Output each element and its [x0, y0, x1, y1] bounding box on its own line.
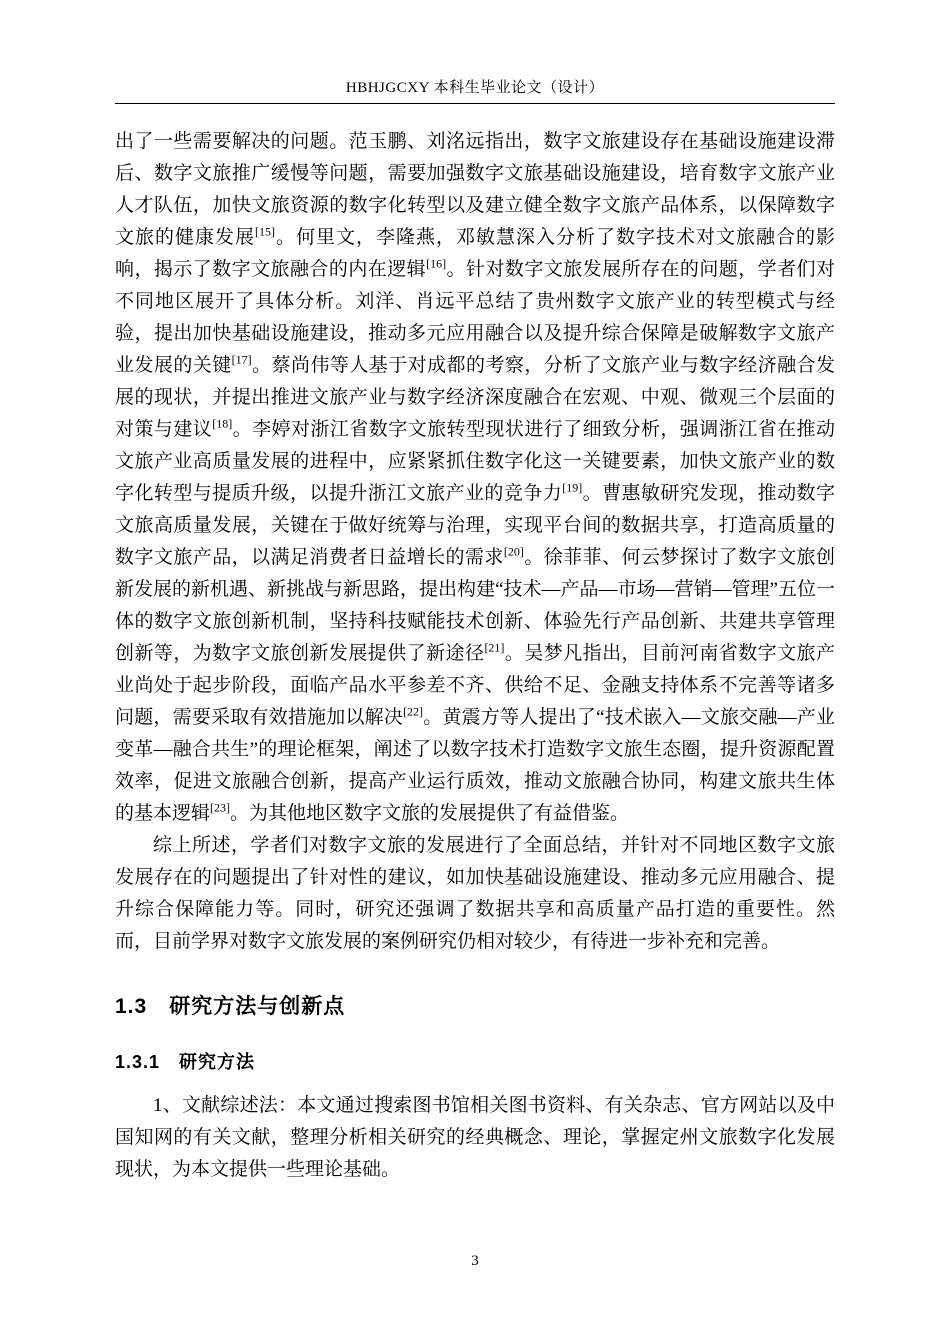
section-heading-research-methods-and-innovations: 1.3 研究方法与创新点 — [115, 995, 346, 1018]
citation-ref: [21] — [484, 640, 505, 655]
text-run: 。曹惠敏研究发现，推动数字文旅高质量发展，关键在于做好统筹与治理，实现平台间的数据共享，打造高质量的数字文旅产品，以满足消费者日益增长的需求 — [115, 483, 835, 568]
citation-ref: [23] — [210, 800, 231, 815]
citation-ref: [20] — [503, 544, 524, 559]
page-number: 3 — [471, 1253, 479, 1269]
citation-ref: [17] — [231, 352, 252, 367]
subsection-heading-research-methods: 1.3.1 研究方法 — [115, 1052, 256, 1072]
paragraph-summary — [115, 830, 835, 958]
text-run: 综上所述，学者们对数字文旅的发展进行了全面总结，并针对不同地区数字文旅发展存在的问题提出了针对性的建议，如加快基础设施建设、推动多元应用融合、提升综合保障能力等。同时，研究还强调了数据共享和高质量产品打造的重要性。然而，目前学界对数字文旅发展的案例研究仍相对较少，有待进一步补充和完善。 — [115, 835, 835, 952]
text-run: 。黄震方等人提出了“技术嵌入—文旅交融—产业变革—融合共生”的理论框架，阐述了以数字技术打造数字文旅生态圈，提升资源配置效率，促进文旅融合创新，提高产业运行质效，推动文旅融合协同，构建文旅共生体的基本逻辑 — [115, 707, 835, 824]
citation-ref: [15] — [255, 224, 275, 239]
citation-ref: [16] — [426, 256, 447, 271]
page-footer — [0, 1253, 950, 1270]
text-run: 。李婷对浙江省数字文旅转型现状进行了细致分析，强调浙江省在推动文旅产业高质量发展的进程中，应紧紧抓住数字化这一关键要素，加快文旅产业的数字化转型与提质升级，以提升浙江文旅产业的竞争力 — [115, 419, 835, 504]
paragraph-literature-method — [115, 1090, 835, 1186]
text-run: 。为其他地区数字文旅的发展提供了有益借鉴。 — [230, 803, 630, 824]
text-run: 。针对数字文旅发展所存在的问题，学者们对不同地区展开了具体分析。刘洋、肖远平总结了贵州数字文旅产业的转型模式与经验，提出加快基础设施建设，推动多元应用融合以及提升综合保障是破解数字文旅产业发展的关键 — [115, 259, 835, 376]
citation-ref: [22] — [403, 704, 424, 719]
text-run: 。吴梦凡指出，目前河南省数字文旅产业尚处于起步阶段，面临产品水平参差不齐、供给不足、金融支持体系不完善等诸多问题，需要采取有效措施加以解决 — [115, 643, 835, 728]
paragraph-literature-review — [115, 126, 835, 830]
text-run: 1、文献综述法：本文通过搜索图书馆相关图书资料、有关杂志、官方网站以及中国知网的有关文献，整理分析相关研究的经典概念、理论，掌握定州文旅数字化发展现状，为本文提供一些理论基础。 — [115, 1095, 835, 1180]
page-header-title: HBHJGCXY 本科生毕业论文（设计） — [345, 80, 605, 96]
text-run: 。徐菲菲、何云梦探讨了数字文旅创新发展的新机遇、新挑战与新思路，提出构建“技术—产品—市场—营销—管理”五位一体的数字文旅创新机制，坚持科技赋能技术创新、体验先行产品创新、共建共享管理创新等，为数字文旅创新发展提供了新途径 — [115, 547, 835, 664]
document-body — [115, 126, 835, 1186]
text-run: 。蔡尚伟等人基于对成都的考察，分析了文旅产业与数字经济融合发展的现状，并提出推进文旅产业与数字经济深度融合在宏观、中观、微观三个层面的对策与建议 — [115, 355, 835, 440]
text-run: 出了一些需要解决的问题。范玉鹏、刘洺远指出，数字文旅建设存在基础设施建设滞后、数字文旅推广缓慢等问题，需要加强数字文旅基础设施建设，培育数字文旅产业人才队伍，加快文旅资源的数字化转型以及建立健全数字文旅产品体系，以保障数字文旅的健康发展 — [115, 131, 835, 248]
citation-ref: [19] — [562, 480, 583, 495]
text-run: 。何里文，李隆燕，邓敏慧深入分析了数字技术对文旅融合的影响，揭示了数字文旅融合的内在逻辑 — [115, 227, 835, 280]
citation-ref: [18] — [212, 416, 233, 431]
page-header — [115, 76, 835, 104]
